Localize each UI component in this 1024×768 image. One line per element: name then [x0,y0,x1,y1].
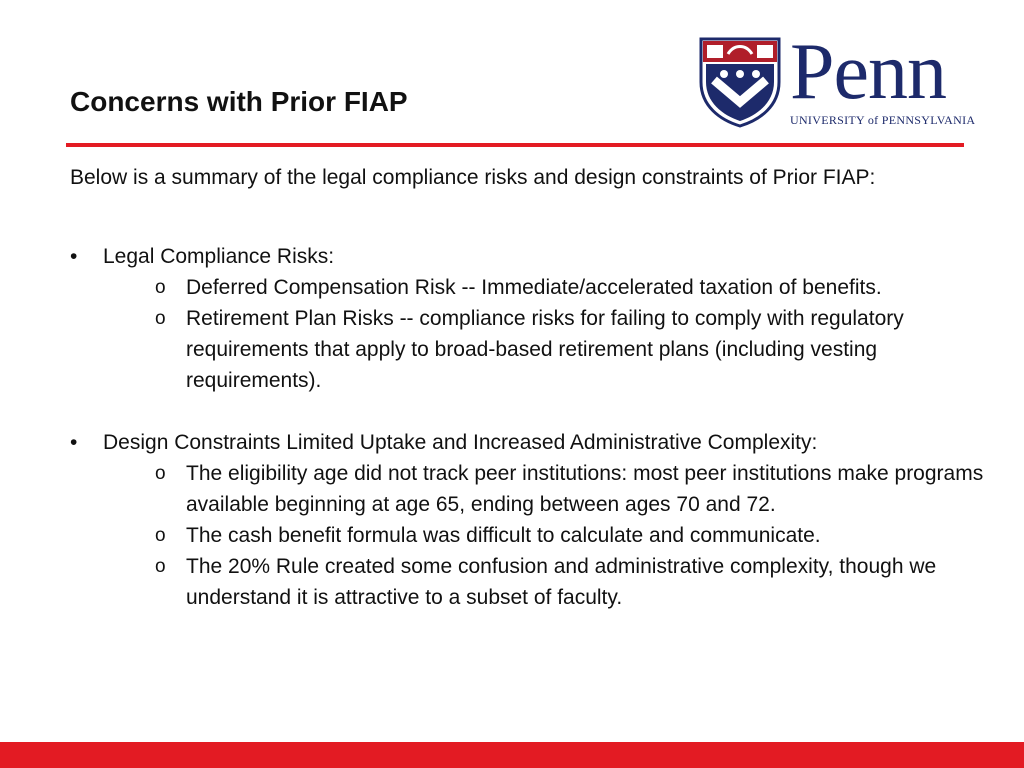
sub-marker: o [155,463,166,484]
penn-wordmark: Penn [790,28,946,116]
sub-marker: o [155,525,166,546]
bullet-text: Legal Compliance Risks: [103,245,335,268]
sub-item-eligibility-age [153,458,1000,520]
bullet-legal-risks [70,241,1000,396]
sub-marker: o [155,277,166,298]
sub-item-text: Retirement Plan Risks -- compliance risks for failing to comply with regulatory requirements that apply to broad-based retirement plans (including vesting requirements). [186,307,904,392]
sub-item-cash-benefit [153,520,1000,551]
bullet-marker: • [70,431,78,454]
penn-shield-icon [698,36,782,128]
bullet-design-constraints [70,427,1000,613]
sub-list [103,458,1000,613]
sub-item-deferred-compensation [153,272,1000,303]
sub-marker: o [155,308,166,329]
university-subline: UNIVERSITY of PENNSYLVANIA [790,113,976,127]
penn-logo [698,28,988,130]
sub-marker: o [155,556,166,577]
sub-item-text: Deferred Compensation Risk -- Immediate/accelerated taxation of benefits. [186,276,882,299]
intro-paragraph: Below is a summary of the legal compliance risks and design constraints of Prior FIAP: [70,166,876,189]
bullet-text: Design Constraints Limited Uptake and Increased Administrative Complexity: [103,431,818,454]
bullet-marker: • [70,245,78,268]
sub-item-text: The cash benefit formula was difficult to calculate and communicate. [186,524,821,547]
slide-title: Concerns with Prior FIAP [70,86,408,117]
sub-item-retirement-plan [153,303,1000,396]
title-divider [66,143,964,147]
sub-item-20-percent-rule [153,551,1000,613]
sub-list [103,272,1000,396]
bullet-list [70,241,1000,613]
sub-item-text: The 20% Rule created some confusion and administrative complexity, though we understand it is attractive to a subset of faculty. [186,555,937,609]
sub-item-text: The eligibility age did not track peer institutions: most peer institutions make programs available beginning at age 65, ending between ages 70 and 72. [186,462,984,516]
footer-bar [0,742,1024,768]
